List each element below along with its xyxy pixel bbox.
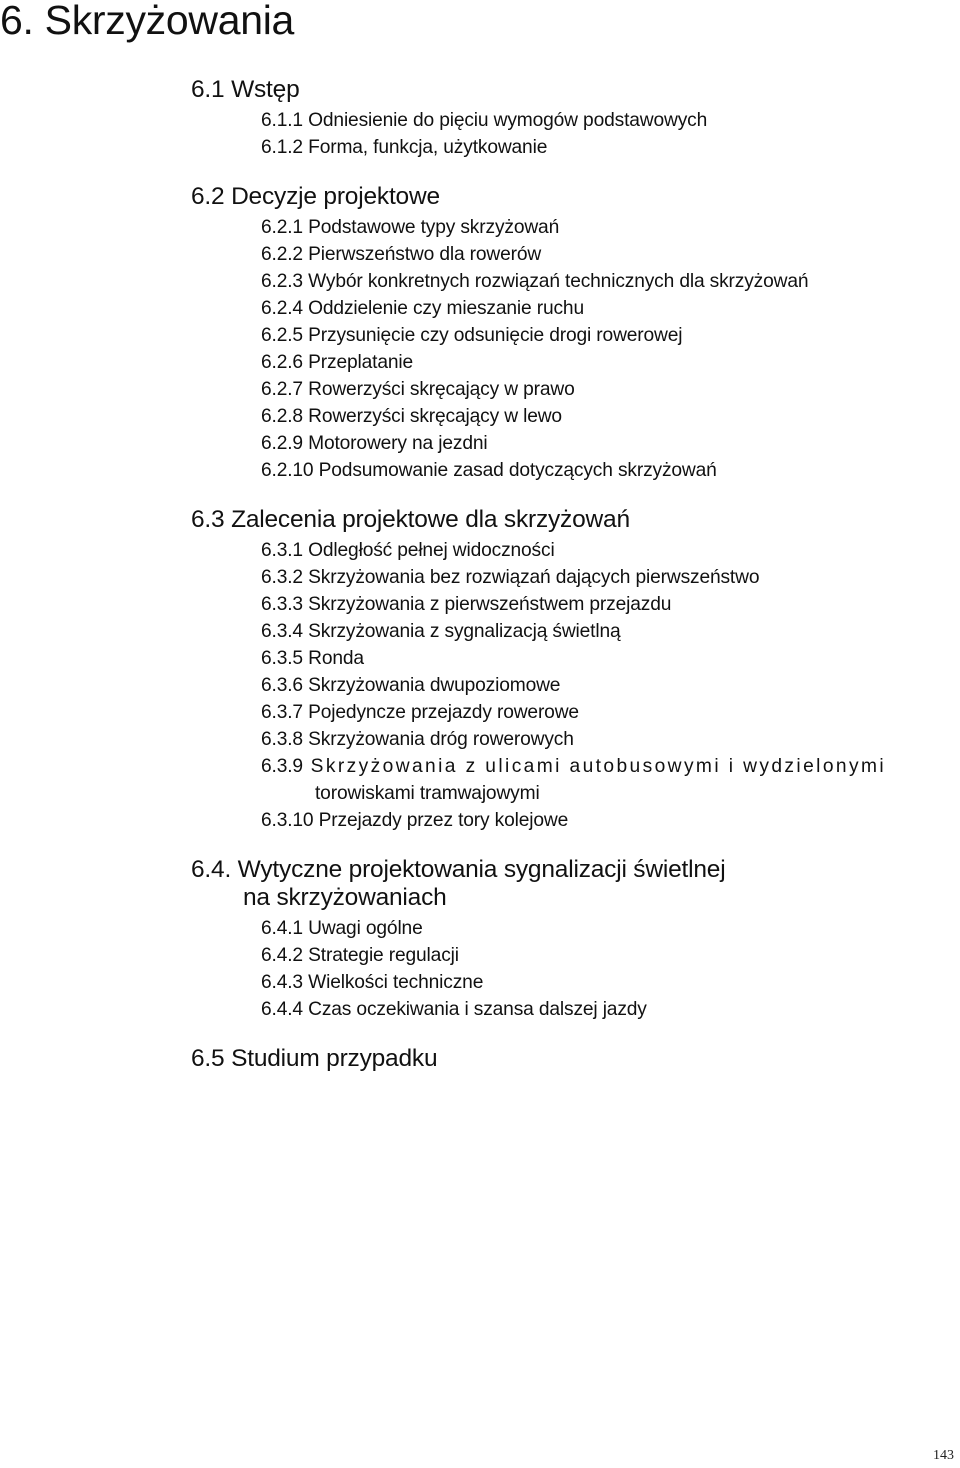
toc-item-title: Pierwszeństwo dla rowerów [308,244,542,265]
toc-item-title: Uwagi ogólne [308,918,423,939]
toc-section-6-5 [191,1045,960,1073]
toc-item-number: 6.4.4 [261,999,303,1020]
toc-item-number: 6.2.2 [261,244,303,265]
toc-item-title: Skrzyżowania bez rozwiązań dających pierwszeństwo [308,567,760,588]
toc-item-title: Przysunięcie czy odsunięcie drogi rowerowej [308,325,683,346]
toc-item-number: 6.3.8 [261,729,303,750]
toc-item-number: 6.3.6 [261,675,303,696]
toc-item [261,753,960,807]
toc-item-list [191,107,960,161]
toc-item [261,726,960,753]
toc-item [261,699,960,726]
toc-item-title: Przeplatanie [308,352,413,373]
toc-item-number: 6.3.3 [261,594,303,615]
toc-item [261,591,960,618]
toc-item-number: 6.2.10 [261,460,314,481]
toc-section-6-4 [191,856,960,1023]
toc-item-number: 6.2.9 [261,433,303,454]
toc-item-title: Wielkości techniczne [308,972,484,993]
toc-item [261,403,960,430]
toc-item-number: 6.3.10 [261,810,314,831]
toc-item-title: Ronda [308,648,364,669]
toc-item [261,295,960,322]
toc-item [261,430,960,457]
toc-item [261,969,960,996]
toc-item-title: Pojedyncze przejazdy rowerowe [308,702,579,723]
toc-item [261,134,960,161]
toc-item [261,457,960,484]
toc-item-title: Podstawowe typy skrzyżowań [308,217,560,238]
toc-item [261,618,960,645]
section-heading: 6.1 Wstęp [191,76,300,103]
toc-item [261,376,960,403]
toc-item [261,322,960,349]
toc-item-number: 6.1.2 [261,137,303,158]
section-heading: 6.2 Decyzje projektowe [191,183,440,210]
toc-item-number: 6.3.9 [261,756,303,777]
toc-item-title: Wybór konkretnych rozwiązań technicznych dla skrzyżowań [308,271,809,292]
toc-section-6-1 [191,76,960,161]
toc-item [261,214,960,241]
section-heading-text: 6.4. Wytyczne projektowania sygnalizacji świetlnej [191,856,726,883]
page-number: 143 [933,1448,954,1463]
toc-item-title: Odległość pełnej widoczności [308,540,555,561]
toc-item-title: Skrzyżowania dróg rowerowych [308,729,574,750]
toc-item-title: Skrzyżowania z pierwszeństwem przejazdu [308,594,672,615]
toc-item-number: 6.4.2 [261,945,303,966]
toc-item-list [191,537,960,834]
toc-item-list [191,214,960,484]
toc-item-number: 6.2.1 [261,217,303,238]
table-of-contents [191,76,960,1076]
toc-item-title: Skrzyżowania z sygnalizacją świetlną [308,621,621,642]
toc-item-number: 6.4.1 [261,918,303,939]
toc-item-title: Odniesienie do pięciu wymogów podstawowych [308,110,708,131]
toc-item [261,645,960,672]
toc-item-title: Oddzielenie czy mieszanie ruchu [308,298,584,319]
toc-item [261,807,960,834]
toc-section-6-2 [191,183,960,484]
toc-item-title: Forma, funkcja, użytkowanie [308,137,548,158]
toc-item-title: Rowerzyści skręcający w lewo [308,406,562,427]
toc-item-number: 6.2.7 [261,379,303,400]
toc-item-title: Strategie regulacji [308,945,459,966]
toc-item [261,672,960,699]
toc-item-title: Przejazdy przez tory kolejowe [318,810,569,831]
toc-item [261,537,960,564]
toc-item-title: Rowerzyści skręcający w prawo [308,379,575,400]
toc-item-number: 6.2.5 [261,325,303,346]
toc-item-title: Skrzyżowania dwupoziomowe [308,675,561,696]
chapter-title: 6. Skrzyżowania [0,0,295,43]
section-heading-continued: na skrzyżowaniach [243,884,447,911]
section-heading: 6.3 Zalecenia projektowe dla skrzyżowań [191,506,630,533]
toc-item-number: 6.2.6 [261,352,303,373]
toc-item-number: 6.2.3 [261,271,303,292]
toc-item-title-continued: torowiskami tramwajowymi [315,783,540,804]
toc-item [261,942,960,969]
toc-item [261,996,960,1023]
toc-item-number: 6.3.2 [261,567,303,588]
toc-item-number: 6.3.1 [261,540,303,561]
toc-item [261,564,960,591]
toc-item-number: 6.1.1 [261,110,303,131]
toc-section-6-3 [191,506,960,834]
toc-item-title: Skrzyżowania z ulicami autobusowymi i wydzielonymi [310,756,886,777]
toc-item-number: 6.3.5 [261,648,303,669]
toc-item-list [191,915,960,1023]
toc-item-number: 6.2.8 [261,406,303,427]
section-heading [191,856,960,912]
toc-item-title: Podsumowanie zasad dotyczących skrzyżowań [318,460,717,481]
section-heading: 6.5 Studium przypadku [191,1045,438,1072]
toc-item [261,241,960,268]
toc-item-number: 6.4.3 [261,972,303,993]
toc-item-number: 6.3.4 [261,621,303,642]
toc-item-title: Motorowery na jezdni [308,433,488,454]
toc-item-number: 6.3.7 [261,702,303,723]
toc-item [261,268,960,295]
toc-item [261,107,960,134]
toc-item [261,915,960,942]
toc-item-number: 6.2.4 [261,298,303,319]
toc-item [261,349,960,376]
toc-item-title: Czas oczekiwania i szansa dalszej jazdy [308,999,647,1020]
